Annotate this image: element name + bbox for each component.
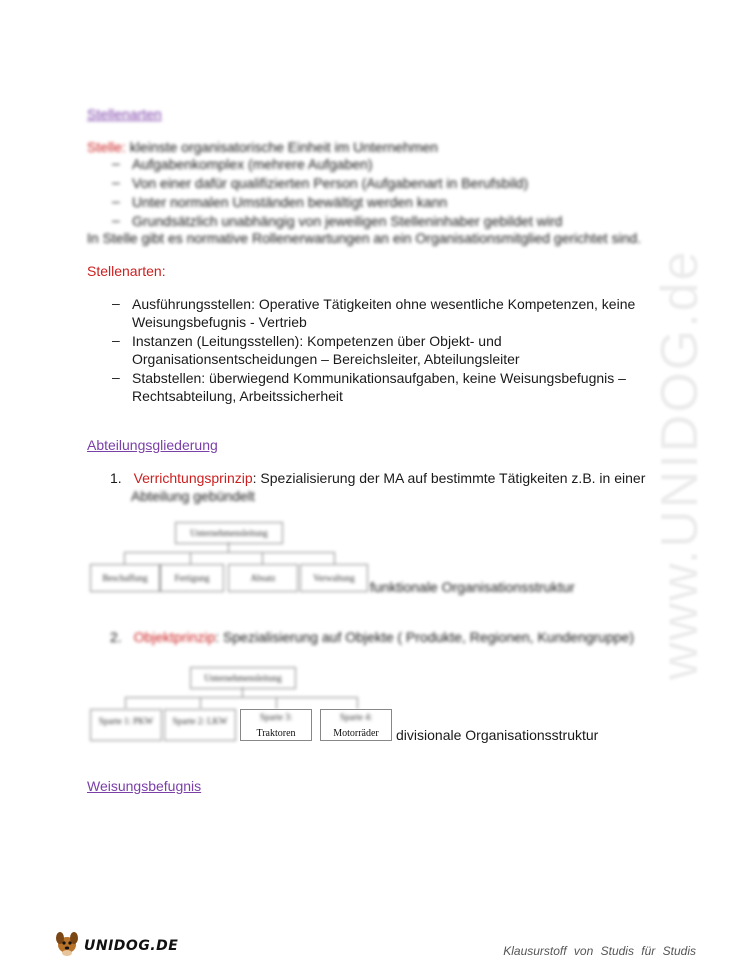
principle-2-text: : Spezialisierung auf Objekte ( Produkte, Regionen, Kundengruppe) — [215, 629, 634, 645]
watermark-text: www.UNIDOG.de — [651, 249, 709, 680]
principle-1-text: : Spezialisierung der MA auf bestimmte Tätigkeiten z.B. in einer — [252, 470, 646, 486]
principle-2-term: Objektprinzip — [133, 629, 216, 645]
org-box: Absatz — [228, 564, 298, 592]
org-box: Beschaffung — [90, 564, 160, 592]
org-box: Sparte 4: Motorräder — [320, 709, 392, 741]
definition-term: Stelle: — [87, 139, 126, 155]
dog-icon — [52, 928, 82, 958]
definition-text: kleinste organisatorische Einheit im Unternehmen — [125, 139, 438, 155]
logo-text: UNIDOG.DE — [84, 938, 179, 954]
footer-tagline: Klausurstoff von Studis für Studis — [503, 944, 696, 958]
org-box: Sparte 3: Traktoren — [240, 709, 312, 741]
org-box: Sparte 2: LKW — [164, 709, 236, 741]
org-box: Sparte 1: PKW — [90, 709, 162, 741]
chart-caption: funktionale Organisationsstruktur — [370, 579, 575, 595]
definition-line — [87, 139, 438, 155]
heading-stellenarten-1[interactable]: Stellenarten — [87, 106, 162, 122]
org-box: Verwaltung — [300, 564, 368, 592]
heading-weisungsbefugnis[interactable]: Weisungsbefugnis — [87, 778, 202, 794]
principle-2 — [110, 629, 634, 645]
org-box-top: Unternehmensleitung — [190, 667, 296, 689]
org-box: Fertigung — [160, 564, 224, 592]
chart-caption: divisionale Organisationsstruktur — [396, 727, 599, 743]
principle-1 — [110, 470, 645, 486]
heading-abteilungsgliederung[interactable]: Abteilungsgliederung — [87, 437, 218, 453]
unidog-logo[interactable] — [52, 928, 179, 960]
principle-1-number: 1. — [110, 470, 122, 486]
definition-note: In Stelle gibt es normative Rollenerwartungen an ein Organisationsmitglied gerichtet sind. — [87, 230, 642, 246]
principle-1-text-cont: Abteilung gebündelt — [131, 488, 255, 504]
principle-1-term: Verrichtungsprinzip — [133, 470, 253, 486]
heading-stellenarten-2: Stellenarten: — [87, 263, 166, 279]
principle-2-number: 2. — [110, 629, 122, 645]
org-box-top: Unternehmensleitung — [175, 522, 283, 544]
